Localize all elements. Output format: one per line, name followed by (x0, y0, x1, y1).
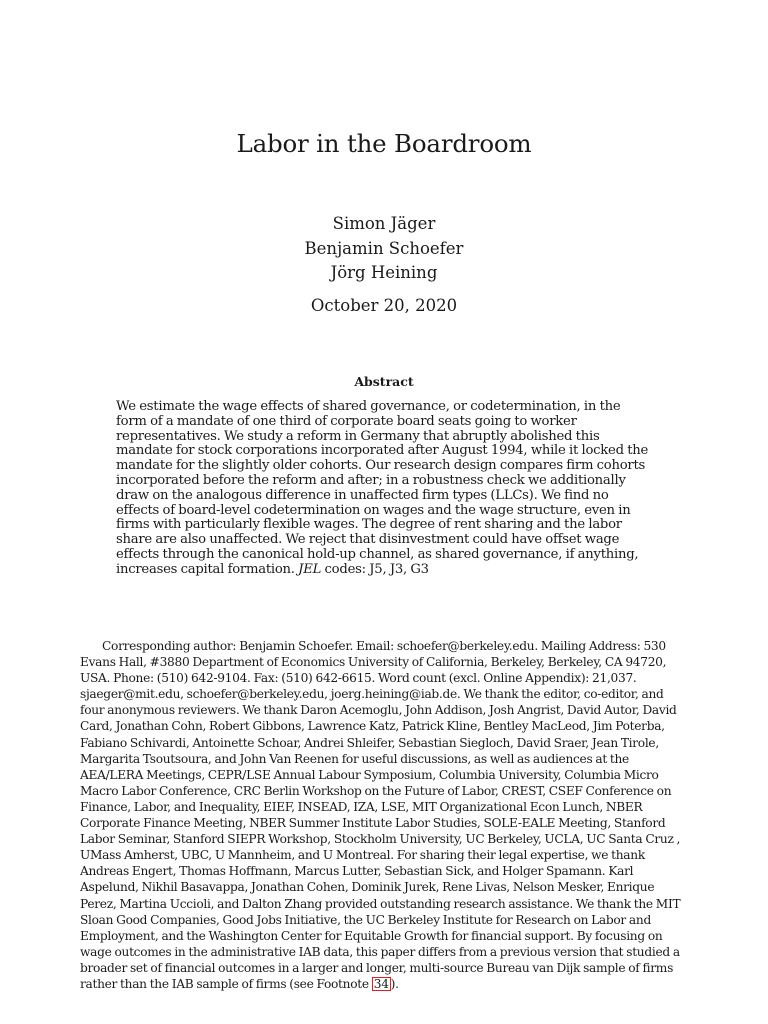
jel-codes: codes: J5, J3, G3 (324, 561, 429, 577)
paper-date: October 20, 2020 (310, 296, 458, 315)
abstract-body-text: We estimate the wage effects of shared governance, or codetermination, in the form of a mandate of one third of corporate board seats going to worker representatives. We study a reform in Germany that abruptly abolished this mandate for stock corporations incorporated after August 1994, while it locked the mandate for the slightly older cohorts. Our research design compares firm cohorts incorporated before the reform and after; in a robustness check we additionally draw on the analogous difference in unaffected firm types (LLCs). We find no effects of board-level codetermination on wages and the wage structure, even in firms with particularly flexible wages. The degree of rent sharing and the labor share are also unaffected. We reject that disinvestment could have offset wage effects through the canonical hold-up channel, as shared governance, if anything, increases capital formation. (116, 399, 649, 577)
author-name: Benjamin Schoefer (304, 238, 464, 258)
footnote-suffix: ). (390, 976, 399, 991)
paper-title: Labor in the Boardroom (236, 129, 532, 158)
footnote-text: Corresponding author: Benjamin Schoefer. Email: schoefer@berkeley.edu. Mailing Address: 530 Evans Hall, #3880 Department of Economics University of California, Berkeley, Berkeley, CA 94720, USA. Phone: (510) 642-9104. Fax: (510) 642-6615. Word count (excl. Online Appendix): 21,037. sjaeger@mit.edu, schoefer@berkeley.edu, joerg.heining@iab.de. We thank the editor, co-editor, and four anonymous reviewers. We thank Daron Acemoglu, John Addison, Josh Angrist, David Autor, David Card, Jonathan Cohn, Robert Gibbons, Lawrence Katz, Patrick Kline, Bentley MacLeod, Jim Poterba, Fabiano Schivardi, Antoinette Schoar, Andrei Shleifer, Sebastian Siegloch, David Sraer, Jean Tirole, Margarita Tsoutsoura, and John Van Reenen for useful discussions, as well as audiences at the AEA/LERA Meetings, CEPR/LSE Annual Labour Symposium, Columbia University, Columbia Micro Macro Labor Conference, CRC Berlin Workshop on the Future of Labor, CREST, CSEF Conference on Finance, Labor, and Inequality, EIEF, INSEAD, IZA, LSE, MIT Organizational Econ Lunch, NBER Corporate Finance Meeting, NBER Summer Institute Labor Studies, SOLE-EALE Meeting, Stanford Labor Seminar, Stanford SIEPR Workshop, Stockholm University, UC Berkeley, UCLA, UC Santa Cruz , UMass Amherst, UBC, U Mannheim, and U Montreal. For sharing their legal expertise, we thank Andreas Engert, Thomas Hoffmann, Marcus Lutter, Sebastian Sick, and Holger Spamann. Karl Aspelund, Nikhil Basavappa, Jonathan Cohen, Dominik Jurek, Rene Livas, Nelson Mesker, Enrique Perez, Martina Uccioli, and Dalton Zhang provided outstanding research assistance. We thank the MIT Sloan Good Companies, Good Jobs Initiative, the UC Berkeley Institute for Research on Labor and Employment, and the Washington Center for Equitable Growth for financial support. By focusing on wage outcomes in the administrative IAB data, this paper differs from a previous version that studied a broader set of financial outcomes in a larger and longer, multi-source Bureau van Dijk sample of firms rather than the IAB sample of firms (see Footnote (80, 639, 681, 991)
abstract-text (116, 400, 653, 578)
abstract-heading: Abstract (354, 374, 414, 389)
jel-label: JEL (298, 561, 322, 577)
corresponding-author-footnote (80, 638, 690, 992)
author-name: Simon Jäger (332, 214, 436, 233)
footnote-link[interactable]: 34 (373, 976, 389, 991)
author-list (0, 212, 768, 286)
author-name: Jörg Heining (330, 263, 438, 282)
